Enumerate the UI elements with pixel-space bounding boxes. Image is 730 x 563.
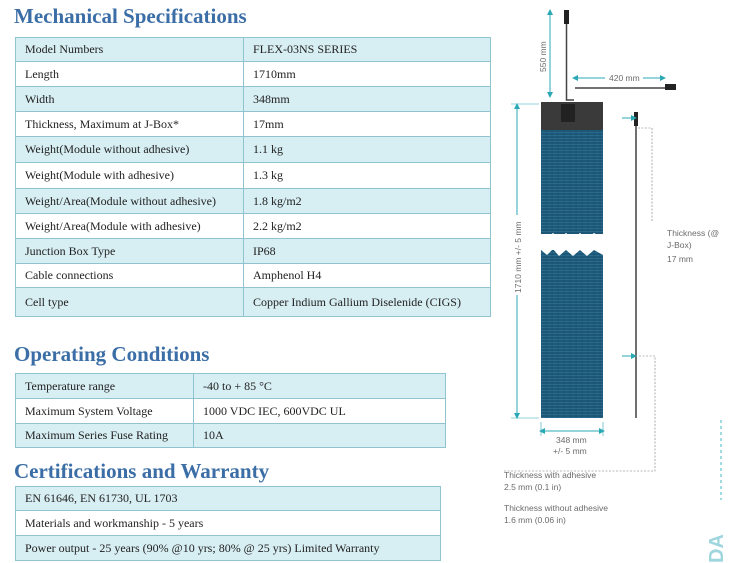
spec-label: Thickness, Maximum at J-Box* xyxy=(16,112,244,137)
module-panel-bottom xyxy=(541,250,603,418)
width-tolerance-label: +/- 5 mm xyxy=(553,446,587,456)
spec-label: Temperature range xyxy=(16,374,194,399)
cable-offset-label: 420 mm xyxy=(609,73,640,83)
spec-label: Weight/Area(Module without adhesive) xyxy=(16,189,244,214)
spec-label: Junction Box Type xyxy=(16,239,244,264)
module-dimension-diagram xyxy=(495,0,730,563)
operating-title: Operating Conditions xyxy=(14,342,210,366)
spec-row xyxy=(16,536,441,561)
spec-value: 10A xyxy=(194,424,446,448)
spec-value: 17mm xyxy=(244,112,491,137)
spec-row xyxy=(16,264,491,288)
spec-row xyxy=(16,38,491,62)
thickness-jbox-label-2: J-Box) xyxy=(667,240,692,250)
spec-row xyxy=(16,399,446,424)
spec-row xyxy=(16,239,491,264)
edge-text: DA xyxy=(706,534,728,563)
spec-label: Length xyxy=(16,62,244,87)
thickness-with-label: Thickness with adhesive xyxy=(504,470,597,480)
length-label: 1710 mm +/- 5 mm xyxy=(513,221,523,293)
spec-label: Weight(Module with adhesive) xyxy=(16,163,244,189)
spec-label: Cell type xyxy=(16,288,244,317)
spec-value: 1.3 kg xyxy=(244,163,491,189)
spec-value: IP68 xyxy=(244,239,491,264)
certification-item: Power output - 25 years (90% @10 yrs; 80% @ 25 yrs) Limited Warranty xyxy=(16,536,441,561)
spec-label: Weight(Module without adhesive) xyxy=(16,137,244,163)
certification-item: EN 61646, EN 61730, UL 1703 xyxy=(16,487,441,511)
spec-value: 1000 VDC IEC, 600VDC UL xyxy=(194,399,446,424)
spec-value: 1710mm xyxy=(244,62,491,87)
spec-label: Weight/Area(Module with adhesive) xyxy=(16,214,244,239)
spec-row xyxy=(16,62,491,87)
spec-row xyxy=(16,137,491,163)
spec-value: 1.1 kg xyxy=(244,137,491,163)
mechanical-title: Mechanical Specifications xyxy=(14,4,247,28)
spec-value: FLEX-03NS SERIES xyxy=(244,38,491,62)
module-panel-top xyxy=(541,130,603,234)
spec-row xyxy=(16,189,491,214)
spec-row xyxy=(16,374,446,399)
spec-value: 348mm xyxy=(244,87,491,112)
thickness-jbox-value: 17 mm xyxy=(667,254,693,264)
certifications-table xyxy=(15,486,441,561)
width-label: 348 mm xyxy=(556,435,587,445)
thickness-without-label: Thickness without adhesive xyxy=(504,503,608,513)
operating-table xyxy=(15,373,446,448)
spec-label: Model Numbers xyxy=(16,38,244,62)
cable-length-label: 550 mm xyxy=(538,41,548,72)
spec-row xyxy=(16,288,491,317)
cable xyxy=(564,10,676,100)
spec-value: 2.2 kg/m2 xyxy=(244,214,491,239)
spec-value: Copper Indium Gallium Diselenide (CIGS) xyxy=(244,288,491,317)
spec-row xyxy=(16,87,491,112)
spec-row xyxy=(16,112,491,137)
spec-value: 1.8 kg/m2 xyxy=(244,189,491,214)
spec-row xyxy=(16,424,446,448)
spec-label: Maximum Series Fuse Rating xyxy=(16,424,194,448)
spec-value: -40 to + 85 °C xyxy=(194,374,446,399)
spec-label: Cable connections xyxy=(16,264,244,288)
thickness-without-value: 1.6 mm (0.06 in) xyxy=(504,515,566,525)
spec-label: Width xyxy=(16,87,244,112)
spec-row xyxy=(16,511,441,536)
certification-item: Materials and workmanship - 5 years xyxy=(16,511,441,536)
spec-label: Maximum System Voltage xyxy=(16,399,194,424)
thickness-with-value: 2.5 mm (0.1 in) xyxy=(504,482,562,492)
mechanical-table xyxy=(15,37,491,317)
spec-value: Amphenol H4 xyxy=(244,264,491,288)
spec-row xyxy=(16,163,491,189)
certifications-title: Certifications and Warranty xyxy=(14,459,270,483)
spec-row xyxy=(16,214,491,239)
spec-row xyxy=(16,487,441,511)
thickness-jbox-label-1: Thickness (@ xyxy=(667,228,720,238)
